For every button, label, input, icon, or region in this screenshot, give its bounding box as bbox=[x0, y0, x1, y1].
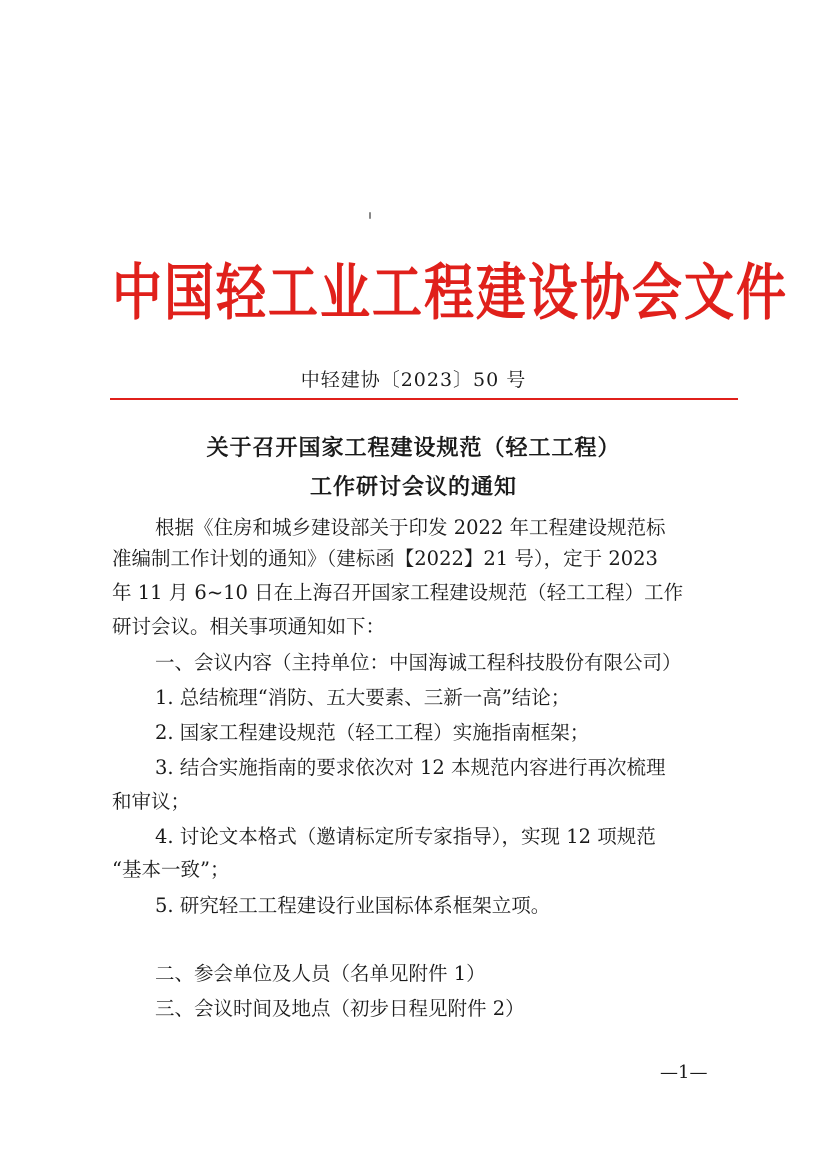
red-divider-line bbox=[110, 398, 738, 400]
list-item-4-line-2: “基本一致”； bbox=[112, 858, 230, 881]
notice-title-line-1: 关于召开国家工程建设规范（轻工工程） bbox=[206, 436, 621, 461]
paragraph-1-line-1: 根据《住房和城乡建设部关于印发 2022 年工程建设规范标 bbox=[155, 516, 666, 539]
list-item-2: 2. 国家工程建设规范（轻工工程）实施指南框架； bbox=[155, 721, 590, 744]
paragraph-1-line-4: 研讨会议。相关事项通知如下： bbox=[112, 615, 386, 638]
paragraph-1-line-2: 准编制工作计划的通知》（建标函【2022】21 号），定于 2023 bbox=[112, 547, 658, 570]
page-number: —1— bbox=[660, 1062, 708, 1083]
section-2-heading: 二、参会单位及人员（名单见附件 1） bbox=[155, 962, 486, 985]
list-item-4-line-1: 4. 讨论文本格式（邀请标定所专家指导），实现 12 项规范 bbox=[155, 825, 656, 848]
section-3-heading: 三、会议时间及地点（初步日程见附件 2） bbox=[155, 997, 525, 1020]
issuer-masthead: 中国轻工业工程建设协会文件 bbox=[112, 257, 788, 329]
paragraph-1-line-3: 年 11 月 6~10 日在上海召开国家工程建设规范（轻工工程）工作 bbox=[112, 581, 684, 604]
scan-speck bbox=[369, 212, 371, 219]
section-1-heading: 一、会议内容（主持单位：中国海诚工程科技股份有限公司） bbox=[155, 651, 682, 674]
list-item-1: 1. 总结梳理“消防、五大要素、三新一高”结论； bbox=[155, 686, 571, 709]
list-item-5: 5. 研究轻工工程建设行业国标体系框架立项。 bbox=[155, 894, 551, 917]
notice-title-line-2: 工作研讨会议的通知 bbox=[309, 475, 517, 500]
list-item-3-line-2: 和审议； bbox=[112, 790, 191, 813]
document-number: 中轻建协〔2023〕50 号 bbox=[300, 369, 527, 391]
list-item-3-line-1: 3. 结合实施指南的要求依次对 12 本规范内容进行再次梳理 bbox=[155, 756, 666, 779]
